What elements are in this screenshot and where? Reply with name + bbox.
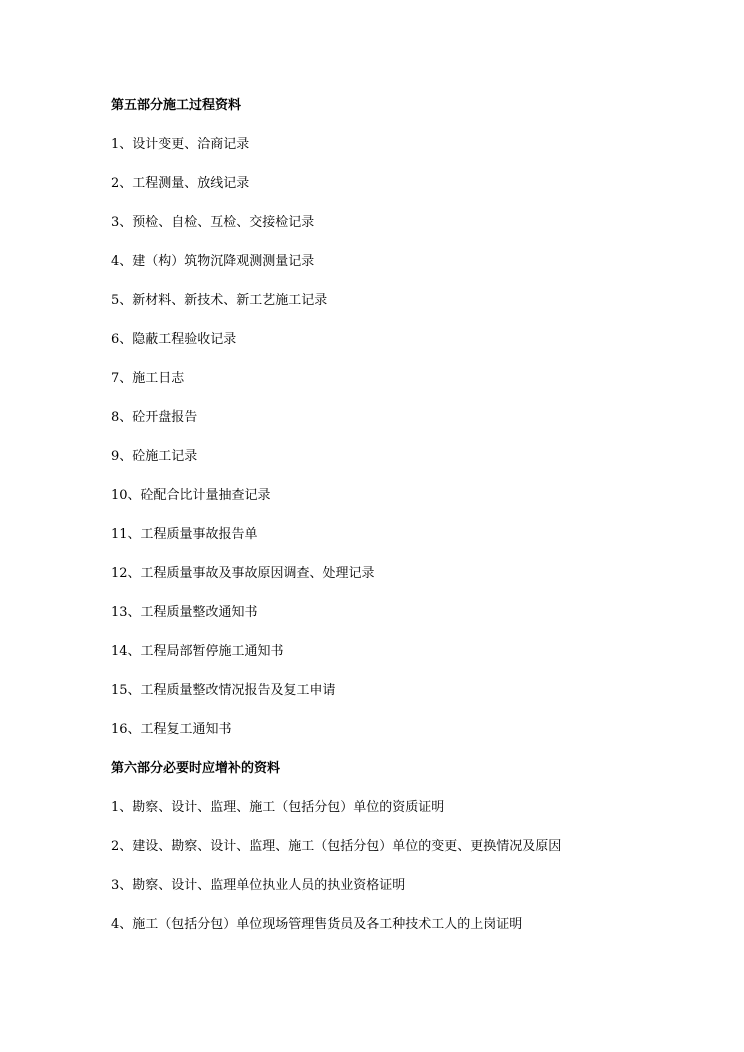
section-5-item-5: 5、新材料、新技术、新工艺施工记录 <box>111 293 328 308</box>
section-5-item-13: 13、工程质量整改通知书 <box>111 605 258 620</box>
section-6-item-2: 2、建设、勘察、设计、监理、施工（包括分包）单位的变更、更换情况及原因 <box>111 839 562 854</box>
section-5-item-1: 1、设计变更、洽商记录 <box>111 137 250 152</box>
section-5-item-4: 4、建（构）筑物沉降观测测量记录 <box>111 254 315 269</box>
document-body <box>111 95 711 953</box>
section-5-item-9: 9、砼施工记录 <box>111 449 198 464</box>
section-5-item-16: 16、工程复工通知书 <box>111 722 232 737</box>
section-5-item-10: 10、砼配合比计量抽查记录 <box>111 488 271 503</box>
section-5-item-15: 15、工程质量整改情况报告及复工申请 <box>111 683 336 698</box>
section-6-item-1: 1、勘察、设计、监理、施工（包括分包）单位的资质证明 <box>111 800 445 815</box>
section-5-heading: 第五部分施工过程资料 <box>111 98 242 113</box>
section-5-item-2: 2、工程测量、放线记录 <box>111 176 250 191</box>
section-5-item-12: 12、工程质量事故及事故原因调查、处理记录 <box>111 566 375 581</box>
section-5-item-6: 6、隐蔽工程验收记录 <box>111 332 237 347</box>
section-5-item-3: 3、预检、自检、互检、交接检记录 <box>111 215 315 230</box>
section-5-item-8: 8、砼开盘报告 <box>111 410 198 425</box>
section-5-item-7: 7、施工日志 <box>111 371 185 386</box>
section-6-item-4: 4、施工（包括分包）单位现场管理售货员及各工种技术工人的上岗证明 <box>111 917 523 932</box>
section-6-item-3: 3、勘察、设计、监理单位执业人员的执业资格证明 <box>111 878 406 893</box>
section-6-heading: 第六部分必要时应增补的资料 <box>111 761 281 776</box>
section-5-item-11: 11、工程质量事故报告单 <box>111 527 258 542</box>
section-5-item-14: 14、工程局部暂停施工通知书 <box>111 644 284 659</box>
